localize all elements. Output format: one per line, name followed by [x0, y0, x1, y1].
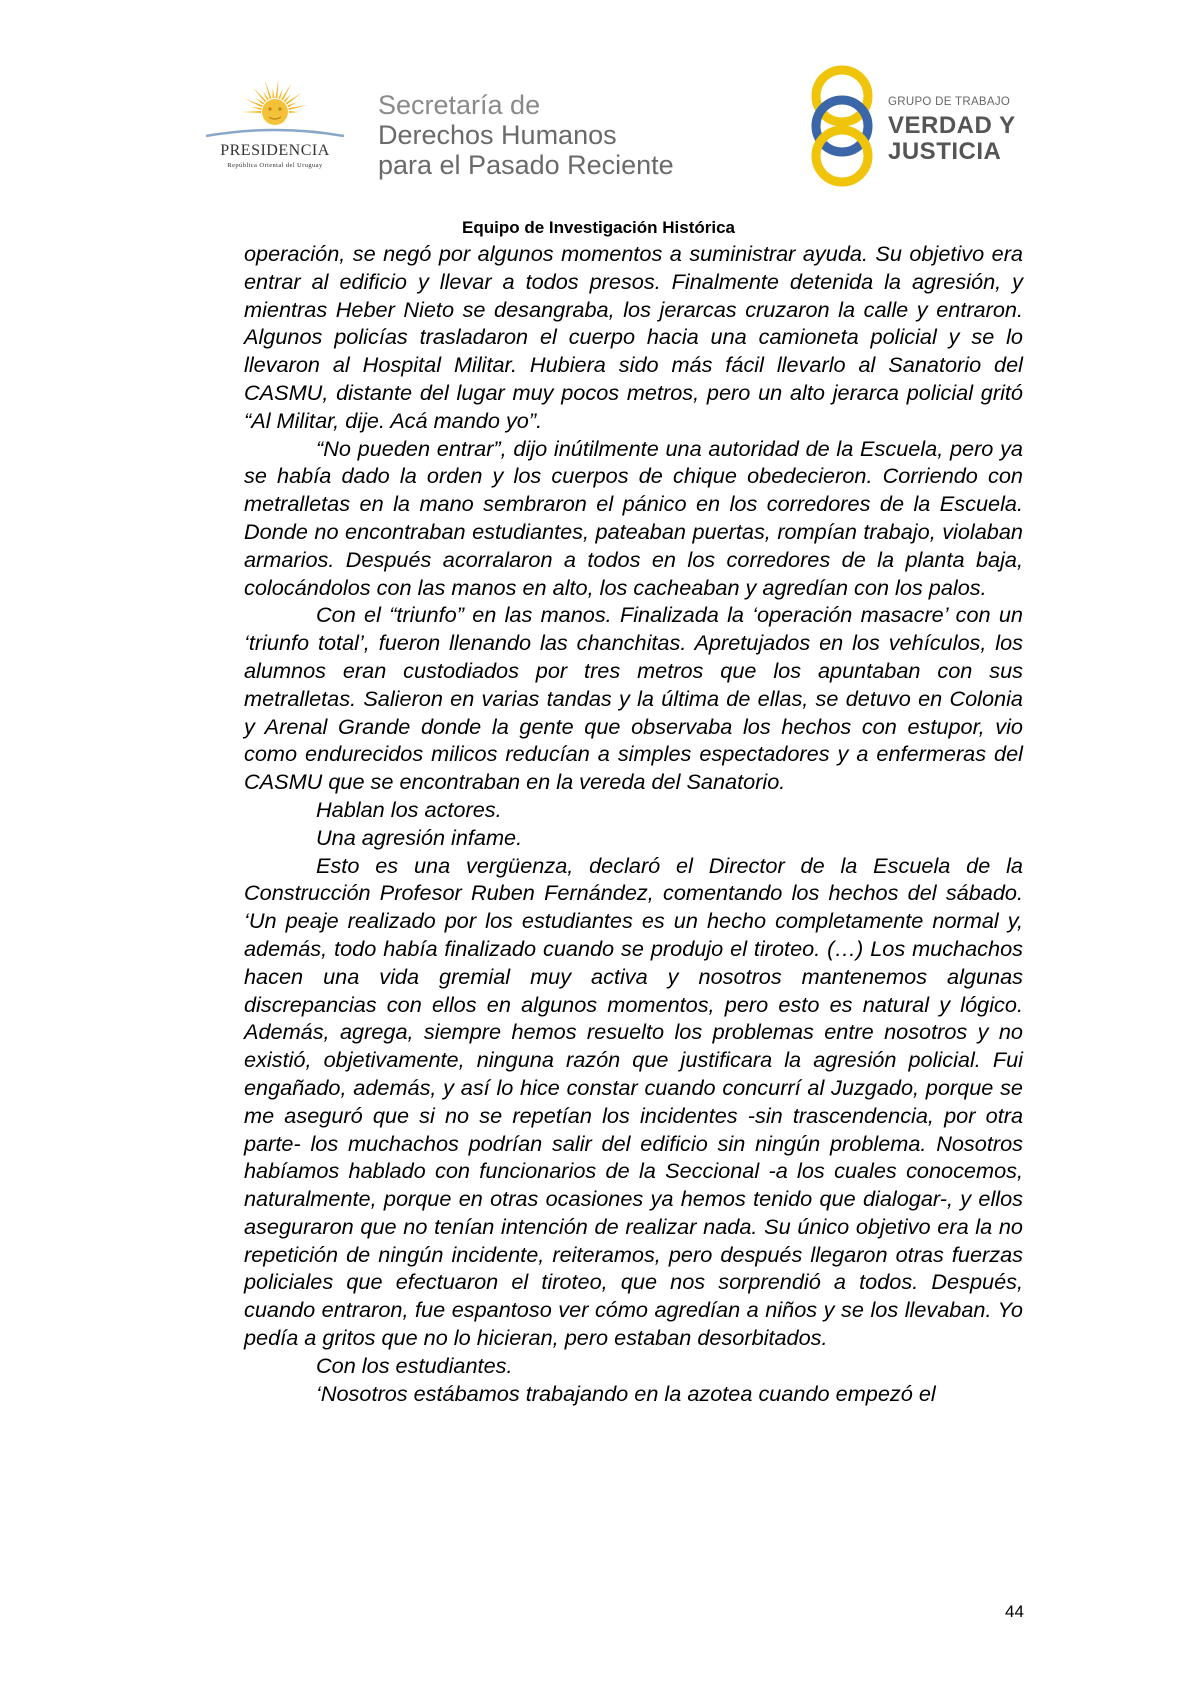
grupo-verdad-justicia-logo: [806, 60, 1026, 190]
paragraph: ‘Nosotros estábamos trabajando en la azotea cuando empezó el: [316, 1380, 936, 1406]
sun-face-icon: [262, 99, 288, 125]
grupo-subtitle: GRUPO DE TRABAJO: [888, 96, 1011, 108]
section-heading: Hablan los actores.: [316, 796, 502, 822]
horizon-line-icon: [206, 130, 344, 136]
page-number: 44: [1005, 1602, 1024, 1621]
presidencia-title: PRESIDENCIA: [220, 142, 330, 159]
secretaria-logotype: [378, 90, 674, 180]
sun-ray-icon: [288, 105, 307, 110]
paragraph: “No pueden entrar”, dijo inútilmente una autoridad de la Escuela, pero ya se había dado la orden y los cuerpos de chique obedecieron. Corriendo con metralletas en la mano sembraron el pánico en los corredores de la Escuela. Donde no encontraban estudiantes, pateaban puertas, rompían trabajo, violaban armarios. Después acorralaron a todos en los corredores de la planta baja, colocándolos con las manos en alto, los cacheaban y agredían con los palos.: [244, 435, 1023, 600]
sun-ray-icon: [252, 107, 262, 110]
sun-ray-icon: [286, 93, 302, 105]
document-body: [244, 240, 1023, 1407]
sun-emblem-icon: [196, 78, 354, 148]
section-heading: Con los estudiantes.: [316, 1352, 513, 1378]
team-heading: Equipo de Investigación Histórica: [462, 218, 735, 237]
sun-ray-icon: [245, 99, 263, 108]
sun-ray-icon: [272, 88, 274, 98]
grupo-title-line-2: JUSTICIA: [888, 138, 1002, 165]
sun-ray-icon: [242, 111, 261, 113]
paragraph: Esto es una vergüenza, declaró el Director de la Escuela de la Construcción Profesor Ruben Fernández, comentando los hechos del sábado. ‘Un peaje realizado por los estudiantes es un hecho completamente normal y, además, todo había finalizado cuando se produjo el tiroteo. (…) Los muchachos hacen una vida gremial muy activa y nosotros mantenemos algunas discrepancias con ellos en algunos momentos, pero esto es natural y lógico. Además, agrega, siempre hemos resuelto los problemas entre nosotros y no existió, objetivamente, ninguna razón que justificara la agresión policial. Fui engañado, además, y así lo hice constar cuando concurrí al Juzgado, porque se me aseguró que si no se repetían los incidentes -sin trascendencia, por otra parte- los muchachos podrían salir del edificio sin ningún problema. Nosotros habíamos hablado con funcionarios de la Seccional -a los cuales conocemos, naturalmente, porque en otras ocasiones ya hemos tenido que dialogar-, y ellos aseguraron que no tenían intención de realizar nada. Su único objetivo era la no repetición de ningún incidente, reiteramos, pero después llegaron otras fuerzas policiales que efectuaron el tiroteo, que nos sorprendió a todos. Después, cuando entraron, fue espantoso ver cómo agredían a niños y se los llevaban. Yo pedía a gritos que no lo hicieran, pero estaban desorbitados.: [244, 852, 1023, 1351]
sun-ray-icon: [278, 89, 282, 99]
sun-ray-icon: [289, 111, 299, 113]
sun-ray-icon: [275, 79, 278, 98]
section-heading: Una agresión infame.: [316, 824, 523, 850]
interlocked-rings-icon: [806, 60, 886, 190]
paragraph: operación, se negó por algunos momentos a suministrar ayuda. Su objetivo era entrar al edificio y llevar a todos presos. Finalmente detenida la agresión, y mientras Heber Nieto se desangraba, los jerarcas cruzaron la calle y entraron. Algunos policías trasladaron el cuerpo hacia una camioneta policial y se lo llevaron al Hospital Militar. Hubiera sido más fácil llevarlo al Sanatorio del CASMU, distante del lugar muy pocos metros, pero un alto jerarca policial gritó “Al Militar, dije. Acá mando yo”.: [244, 241, 1023, 433]
grupo-title-line-1: VERDAD Y: [888, 112, 1016, 139]
secretaria-line-1: Secretaría de: [378, 90, 541, 120]
sun-ray-icon: [281, 83, 291, 100]
presidencia-logo: [196, 78, 354, 178]
secretaria-line-3: para el Pasado Reciente: [378, 150, 674, 180]
secretaria-line-2: Derechos Humanos: [378, 120, 617, 150]
presidencia-subtitle: República Oriental del Uruguay: [227, 162, 323, 169]
sun-ray-icon: [253, 87, 266, 102]
paragraph: Con el “triunfo” en las manos. Finalizada la ‘operación masacre’ con un ‘triunfo total’, fueron llenando las chanchitas. Apretujados en los vehículos, los alumnos eran custodiados por tres metros que los apuntaban con sus metralletas. Salieron en varias tandas y la última de ellas, se detuvo en Colonia y Arenal Grande donde la gente que observaba los hechos con estupor, vio como endurecidos milicos reducían a simples espectadores y a enfermeras del CASMU que se encontraban en la vereda del Sanatorio.: [244, 602, 1023, 795]
